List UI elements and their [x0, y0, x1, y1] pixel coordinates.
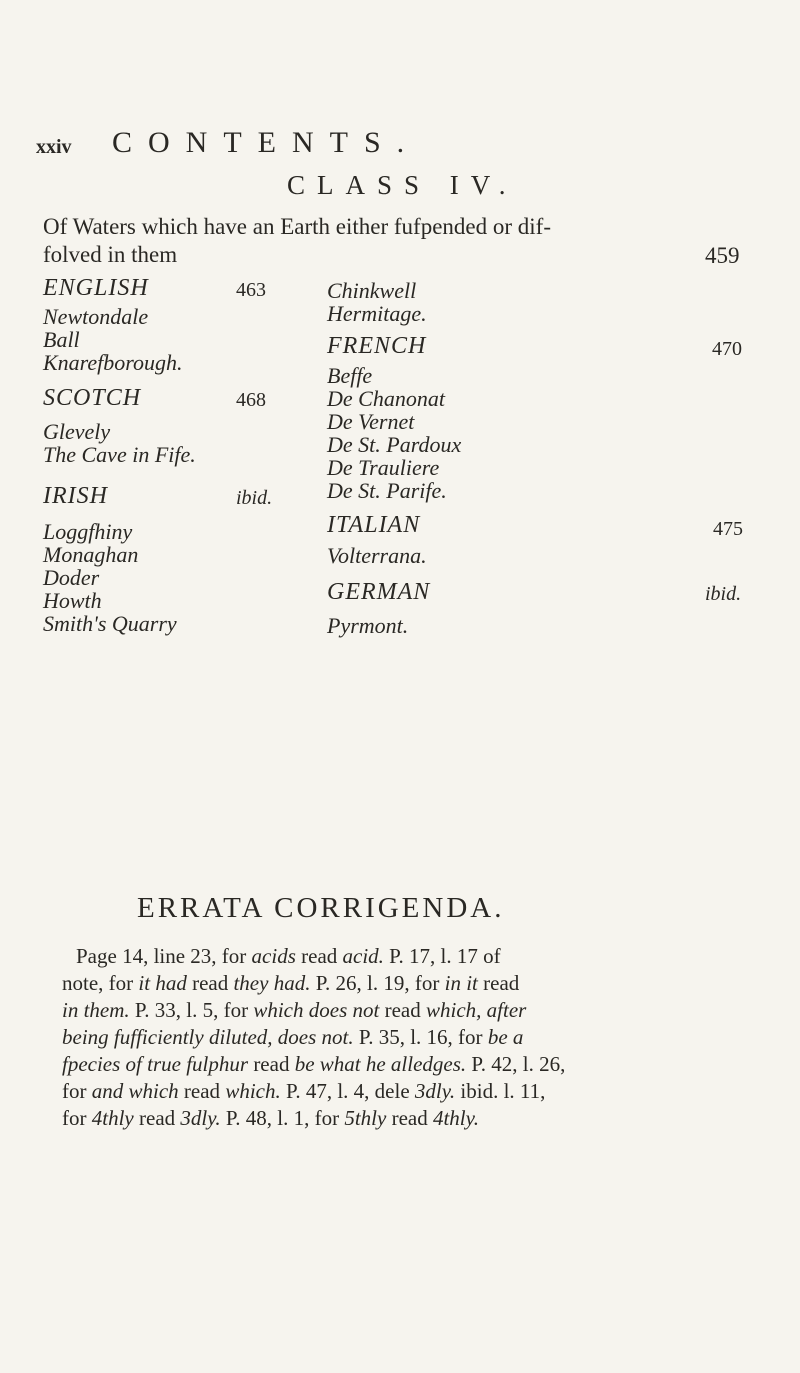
errata-text-run: acids — [251, 944, 296, 968]
errata-text-run: P. 26, l. 19, for — [310, 971, 445, 995]
errata-text-run: 3dly. — [414, 1079, 456, 1103]
section-page-english: 463 — [236, 279, 266, 301]
errata-line — [62, 1078, 762, 1105]
errata-text-run: read — [248, 1052, 295, 1076]
section-page-french: 470 — [712, 338, 742, 360]
entry-loggshiny: Loggfhiny — [43, 519, 133, 544]
errata-text-run: they had. — [233, 971, 311, 995]
entry-volterrana: Volterrana. — [327, 543, 427, 568]
section-page-german: ibid. — [705, 583, 742, 605]
errata-text-run: 4thly — [91, 1106, 134, 1130]
errata-text-run: P. 48, l. 1, for — [220, 1106, 345, 1130]
errata-text-run: P. 35, l. 16, for — [353, 1025, 488, 1049]
errata-line — [62, 970, 762, 997]
entry-cave-in-fife: The Cave in Fife. — [43, 442, 196, 467]
entry-de-vernet: De Vernet — [327, 409, 415, 434]
errata-text-run: which. — [225, 1079, 281, 1103]
errata-text-run: Page 14, line 23, for — [76, 944, 252, 968]
errata-text-run: read — [379, 998, 426, 1022]
errata-text-run: in them. — [62, 998, 130, 1022]
errata-text-run: and which — [91, 1079, 179, 1103]
entry-glevely: Glevely — [43, 419, 111, 444]
errata-text-run: in it — [444, 971, 478, 995]
class-page-number: 459 — [705, 243, 740, 268]
errata-text-run: acid. — [342, 944, 384, 968]
errata-line — [62, 1024, 762, 1051]
errata-text-run: ibid. l. 11, — [455, 1079, 546, 1103]
errata-text-run: 4thly. — [432, 1106, 480, 1130]
section-page-irish: ibid. — [236, 487, 273, 509]
errata-title: ERRATA CORRIGENDA. — [137, 892, 505, 924]
entry-howth: Howth — [43, 588, 102, 613]
section-page-scotch: 468 — [236, 389, 266, 411]
errata-line — [62, 1051, 762, 1078]
errata-line — [62, 943, 762, 970]
section-heading-english: ENGLISH — [43, 275, 149, 301]
errata-text-run: P. 33, l. 5, for — [129, 998, 254, 1022]
errata-text-run: 5thly — [344, 1106, 387, 1130]
entry-de-chanonat: De Chanonat — [327, 386, 445, 411]
entry-knaresborough: Knarefborough. — [43, 350, 183, 375]
errata-text-run: for — [62, 1079, 92, 1103]
errata-text-run: P. 42, l. 26, — [466, 1052, 566, 1076]
entry-doder: Doder — [43, 565, 100, 590]
page-number: xxiv — [36, 136, 72, 158]
errata-text-run: P. 47, l. 4, dele — [280, 1079, 415, 1103]
entry-hermitage: Hermitage. — [327, 301, 427, 326]
errata-text-run: 3dly. — [180, 1106, 221, 1130]
entry-de-st-pardoux: De St. Pardoux — [327, 432, 462, 457]
errata-line — [62, 997, 762, 1024]
class-description-line-1: Of Waters which have an Earth either fufpended or dif- — [43, 214, 551, 239]
errata-text-run: read — [386, 1106, 433, 1130]
section-page-italian: 475 — [713, 518, 743, 540]
errata-text-run: read — [295, 944, 343, 968]
errata-text-run: be a — [487, 1025, 524, 1049]
section-heading-italian: ITALIAN — [327, 512, 421, 538]
section-heading-scotch: SCOTCH — [43, 385, 142, 411]
errata-text-run: note, for — [62, 971, 139, 995]
entry-ball: Ball — [43, 327, 80, 352]
errata-text-run: which does not — [253, 998, 380, 1022]
errata-text-run: read — [477, 971, 520, 995]
entry-monaghan: Monaghan — [43, 542, 139, 567]
section-heading-french: FRENCH — [327, 333, 427, 359]
errata-text-run: fpecies of true fulphur — [62, 1052, 249, 1076]
section-heading-german: GERMAN — [327, 579, 431, 605]
entry-besse: Beffe — [327, 363, 373, 388]
errata-text-run: be what he alledges. — [294, 1052, 467, 1076]
errata-text-run: being fufficiently diluted, does not. — [62, 1025, 354, 1049]
errata-text-run: for — [62, 1106, 92, 1130]
entry-pyrmont: Pyrmont. — [327, 613, 409, 638]
class-description-line-2: folved in them — [43, 242, 178, 267]
errata-text-run: it had — [138, 971, 187, 995]
errata-body — [62, 943, 762, 1132]
entry-de-st-parise: De St. Parife. — [327, 478, 447, 503]
entry-newtondale: Newtondale — [43, 304, 149, 329]
errata-line — [62, 1105, 762, 1132]
errata-text-run: read — [186, 971, 234, 995]
errata-text-run: which, after — [425, 998, 527, 1022]
errata-text-run: read — [178, 1079, 226, 1103]
entry-chinkwell: Chinkwell — [327, 278, 417, 303]
errata-text-run: read — [133, 1106, 181, 1130]
running-head: CONTENTS. — [112, 126, 421, 159]
class-title: CLASS IV. — [287, 170, 518, 200]
entry-de-trauliere: De Trauliere — [327, 455, 440, 480]
section-heading-irish: IRISH — [43, 483, 108, 509]
entry-smiths-quarry: Smith's Quarry — [43, 611, 177, 636]
errata-text-run: P. 17, l. 17 of — [383, 944, 501, 968]
